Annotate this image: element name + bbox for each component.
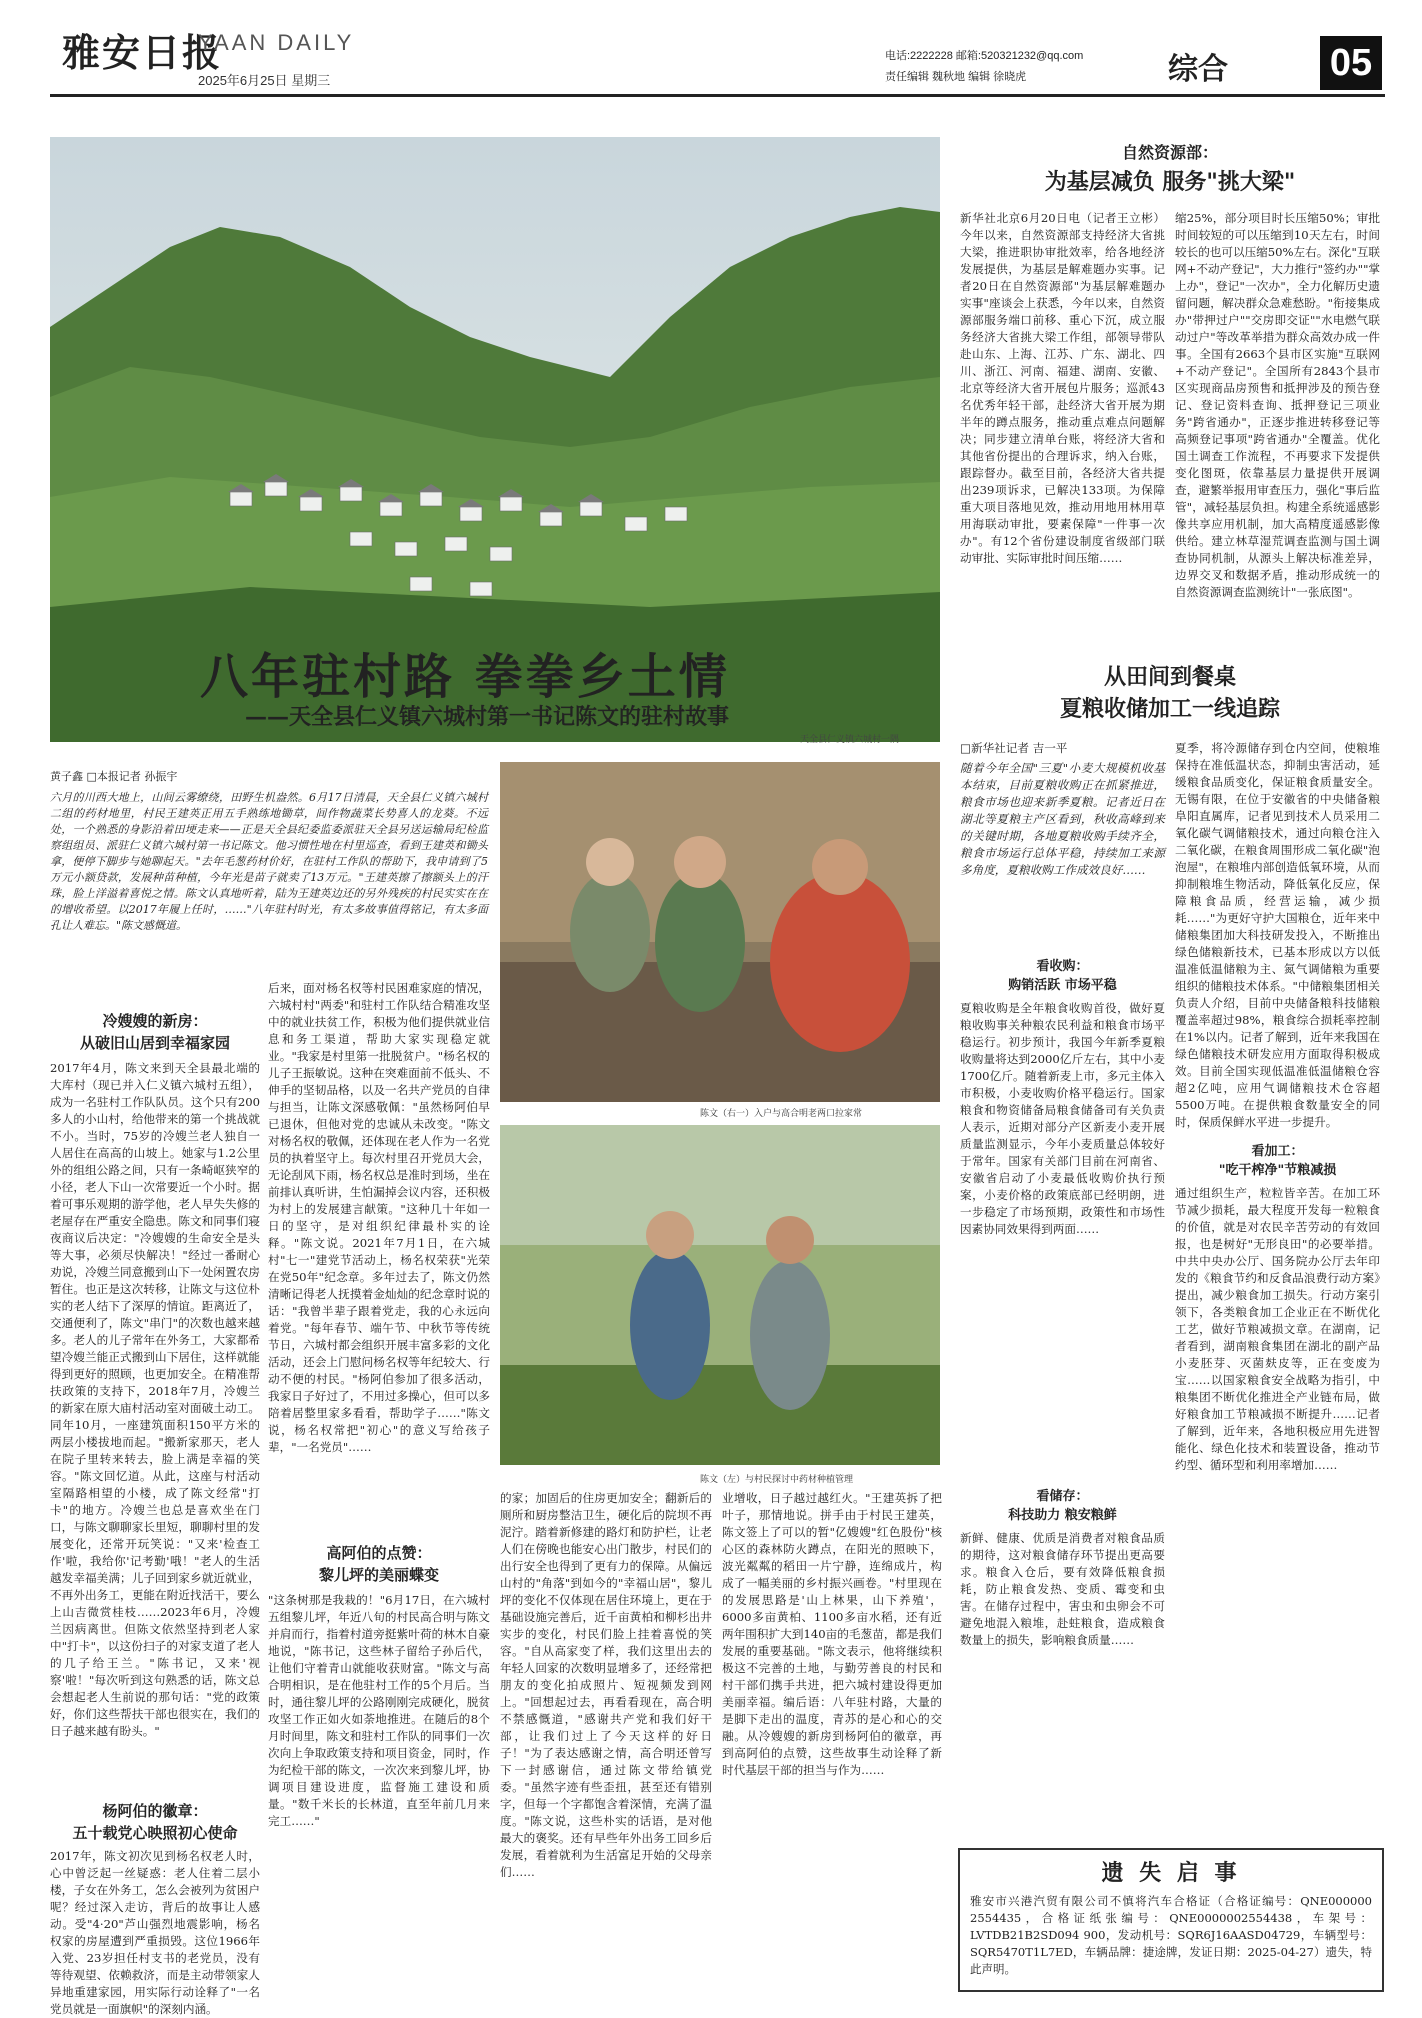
right-mid-sec1: 看收购： xyxy=(1036,959,1089,974)
right-mid-sec2b: 科技助力 粮安粮鲜 xyxy=(1008,1508,1117,1523)
daily-label: YAAN DAILY xyxy=(198,30,355,55)
field-illustration xyxy=(500,1125,940,1465)
right-mid-col2: 新鲜、健康、优质是消费者对粮食品质的期待，这对粮食储存环节提出更高要求。粮食入仓后，要有效降低粮食损耗，防止粮食发热、变质、霉变和虫害。在储存过程中，害虫和虫卵会不可避免地混入粮堆，赴蛀粮食，造成粮食数量上的损失，影响粮食质量…… xyxy=(960,1531,1165,1647)
header-rule xyxy=(50,94,1385,97)
right-top-label: 自然资源部： xyxy=(1121,143,1218,162)
article-title: 八年驻村路 拳拳乡土情 xyxy=(200,649,730,705)
visit-illustration xyxy=(500,762,940,1102)
masthead xyxy=(0,0,1422,95)
right-mid-col4: 通过组织生产，粒粒皆辛苦。在加工环节减少损耗，最大程度开发每一粒粮食的价值，就是对农民辛苦劳动的有效回报，也是树好"无形良田"的必要举措。中共中央办公厅、国务院办公厅去年印发的《粮食节约和反食品浪费行动方案》提出，减少粮食加工损失。行动方案引领下，各类粮食加工企业正在不断优化工艺，做好节粮减损文章。在湖南，记者看到，湖南粮食集团在湖北的副产品小麦胚芽、灭菌麸皮等，正在变废为宝……以国家粮食安全战略为指引，中粮集团不断优化推进全产业链布局，做好粮食加工节粮减损不断提升……记者了解到，近年来，各地积极应用先进智能化、绿色化技术和装置设备，推动节约型、循环型和利用率增加…… xyxy=(1175,1186,1380,1472)
sec1-subtitle: 从破旧山居到幸福家园 xyxy=(79,1034,230,1052)
sec2-title: 杨阿伯的徽章： xyxy=(102,1802,208,1820)
right-mid-col3: 夏季，将冷源储存到仓内空间，使粮堆保持在准低温状态，抑制虫害活动，延缓粮食品质变化，保证粮食质量安全。无锡有限，在位于安徽省的中央储备粮阜阳直属库，记者见到技术人员采用二氧化碳气调储粮技术，通过向粮仓注入二氧化碳，在粮食周围形成二氧化碳"泡泡屋"，在粮堆内部创造低氧环境，从而抑制粮堆生物活动，降低氧化反应，保障粮食品质，经营运输，减少损耗……"为更好守护大国粮仓，近年来中储粮集团加大科技研发投入，不断推出绿色储粮新技术，已基本形成以方以低温准低温储粮为主、氮气调储粮为重要组织的储粮技术体系。"中储粮集团相关负责人介绍，目前中央储备粮科技储粮覆盖率超过98%，粮食综合损耗率控制在1%以内。记者了解到，近年来我国在绿色储粮技术研发应用方面取得积极成效。目前全国实现低温准低温储粮仓容超2亿吨，应用气调储粮技术仓容超5500万吨。在提供粮食数量安全的同时，保质保鲜水平进一步提升。 xyxy=(1175,741,1380,1129)
col4-text: 业增收，日子越过越红火。"王建英拆了把叶子，那情地说。拼手由于村民王建英，陈文签上了可以的暂"亿嫂嫂"红色股份"核心区的森林防火蹲点，在阳光的照映下，波光粼粼的稻田一片宁静，连绵成片，构成了一幅美丽的乡村振兴画卷。"村里现在的发展思路是'山上林果，山下养殖'，6000多亩黄柏、1100多亩水稻，还有近两年围积扩大到140亩的毛葱苗，都是我们发展的重要基础。"陈文表示，他将继续积极这不完善的土地，与勤劳善良的村民和村干部们携手共进，把六城村建设得更加美丽幸福。编后语：八年驻村路，大量的是脚下走出的温度，青苏的是心和心的交融。从冷嫂嫂的新房到杨阿伯的徽章，再到高阿伯的点赞，这些故事生动诠释了新时代基层干部的担当与作为…… xyxy=(722,1491,942,1777)
right-mid-sec3b: "吃干榨净"节粮减损 xyxy=(1218,1163,1337,1178)
editor-info: 责任编辑 魏秋地 编辑 徐晓虎 xyxy=(885,71,1027,83)
right-top-col2: 缩25%，部分项目时长压缩50%；审批时间较短的可以压缩到10天左右，时间较长的也可以压缩50%左右。深化"互联网+不动产登记"，大力推行"签约办""掌上办"，登记"一次办"，全力化解历史遗留问题，解决群众急难愁盼。"衔接集成办"带押过户""交房即交证""水电燃气联动过户"等改革举措为群众高效办成一件事。全国有2663个县市区实施"互联网+不动产登记"。全国所有2843个县市区实现商品房预售和抵押涉及的预告登记、登记资料查询、抵押登记三项业务"跨省通办"，正逐步推进转移登记等高频登记事项"跨省通办"全覆盖。优化国土调查工作流程，不再要求下发提供变化图斑，依靠基层力量提供开展调查，避繁举报用审查压力，强化"事后监管"，减轻基层负担。构建全系统遥感影像共享应用机制，加大高精度遥感影像供给。建立林草湿荒调查监测与国土调查协同机制，从源头上解决标准差异，边界交叉和数据矛盾，推动形成统一的自然资源调查监测统计"一张底图"。 xyxy=(1175,211,1381,599)
sec2-subtitle: 五十载党心映照初心使命 xyxy=(72,1824,238,1842)
right-mid-sec2: 看储存： xyxy=(1036,1489,1089,1504)
col3-text: 的家；加固后的住房更加安全；翻新后的厕所和厨房整洁卫生，硬化后的院坝不再泥泞。踏着新修建的路灯和防护栏，让老人们在傍晚也能安心出门散步，村民们的出行安全也得到了更有力的保障。从偏远山村的"角落"到如今的"幸福山居"，黎儿坪的变化不仅体现在居住环境上，更在于基础设施完善后，近千亩黄柏和柳杉出井实步的变化，村民们脸上挂着喜悦的笑容。"自从高家变了样，我们这里出去的年轻人回家的次数明显增多了，还经常把朋友的变化拍成照片、短视频发到网上。"回想起过去，再看看现在，高合明不禁感慨道，"感谢共产党和我们好干部，让我们过上了今天这样的好日子！"为了表达感谢之情，高合明还曾写下一封感谢信，通过陈文带给镇党委。"虽然字迹有些歪扭，甚至还有错别字，但每一个字都饱含着深情，充满了温度。"陈文说，这些朴实的话语，是对他最大的褒奖。还有早些年外出务工回乡后发展，看着就利为生活富足开始的父母亲们…… xyxy=(500,1491,712,1879)
right-top-title: 为基层减负 服务"挑大梁" xyxy=(1044,169,1296,195)
right-mid-col1: 夏粮收购是全年粮食收购首役，做好夏粮收购事关种粮农民利益和粮食市场平稳运行。初步预计，我国今年新季夏粮收购量将达到2000亿斤左右，其中小麦1700亿斤。随着新麦上市，多元主体入市积极，小麦收购价格平稳运行。国家粮食和物资储备局粮食储备司有关负责人表示，近期对部分产区新麦小麦开展质量监测显示，今年小麦质量总体较好于常年。国家有关部门目前在河南省、安徽省启动了小麦最低收购价执行预案，小麦价格的政策底部已经明朗，进一步稳定了市场预期，政策性和市场性因素协同效果得到两面…… xyxy=(960,1001,1165,1236)
page-number: 05 xyxy=(1320,36,1382,90)
right-mid-sec3: 看加工： xyxy=(1251,1144,1304,1159)
photo2-caption: 陈文（右一）入户与高合明老两口拉家常 xyxy=(700,1109,863,1119)
lost-notice xyxy=(958,1848,1384,1992)
col2-text: 后来，面对杨名权等村民困难家庭的情况，六城村村"两委"和驻村工作队结合精准攻坚中的就业扶贫工作，积极为他们提供就业信息和务工渠道，帮助大家实现稳定就业。"我家是村里第一批脱贫户。"杨名权的儿子王振敏说。这种在突难面前不低头、不伸手的坚韧品格，以及一名共产党员的自律与担当，让陈文深感敬佩："虽然杨阿伯早已退休，但他对党的忠诚从未改变。"陈文对杨名权的敬佩，还体现在老人作为一名党员的执着坚守上。每次村里召开党员大会，无论刮风下雨，杨名权总是准时到场，坐在前排认真听讲，生怕漏掉会议内容，还积极为村上的发展建言献策。"这种几十年如一日的坚守，是对组织纪律最朴实的诠释。"陈文说。2021年7月1日，在六城村"七一"建党节活动上，杨名权荣获"光荣在党50年"纪念章。多年过去了，陈文仍然清晰记得老人抚摸着金灿灿的纪念章时说的话："我曾半辈子跟着党走，我的心永远向着党。"每年春节、端午节、中秋节等传统节日，六城村都会组织开展丰富多彩的文化活动，还会上门慰问杨名权等年纪较大、行动不便的村民。"杨阿伯参加了很多活动，我家日子好过了，不用过多操心，但可以多陪着居整里家多看看，帮助学子……"陈文说，杨名权常把"初心"的意义写给孩子辈，"一名党员"…… xyxy=(268,981,490,1454)
notice-body: 雅安市兴港汽贸有限公司不慎将汽车合格证（合格证编号：QNE000000 2554435，合格证纸张编号：QNE0000002554438，车架号：LVTDB21B2SD094 900，发动机号：SQR6J16AASD04729，车辆型号：SQR5470T1L7ED，车辆品牌：捷途牌，发证日期：2025-04-27）遗失，特此声明。 xyxy=(970,1894,1372,1976)
household-visit-photo xyxy=(500,762,940,1102)
col1b-text: 2017年，陈文初次见到杨名权老人时，心中曾泛起一丝疑惑：老人住着二层小楼，子女在外务工，怎么会被列为贫困户呢？经过深入走访，背后的故事让人感动。受"4·20"芦山强烈地震影响，杨名权家的房屋遭到严重损毁。这位1966年入党、23岁担任村支书的老党员，没有等待观望、依赖救济，而是主动带领家人异地重建家园，用实际行动诠释了"一名党员就是一面旗帜"的深刻内涵。 xyxy=(50,1849,260,2016)
right-mid-title1: 从田间到餐桌 xyxy=(1103,664,1236,690)
photo-caption: 天全县仁义镇六城村一隅 xyxy=(800,735,900,745)
article-subtitle: ——天全县仁义镇六城村第一书记陈文的驻村故事 xyxy=(245,704,730,730)
col2b-text: "这条树那是我栽的！"6月17日，在六城村五组黎儿坪，年近八旬的村民高合明与陈文并肩而行，指着村道旁挺紫叶荷的林木自豪地说，"陈书记，这些林子留给子孙后代，让他们守着青山就能收获财富。"陈文与高合明相识，是在他驻村工作的5个月后。当时，通往黎儿坪的公路刚刚完成硬化，脱贫攻坚工作正如火如荼地推进。在随后的8个月时间里，陈文和驻村工作队的同事们一次次向上争取政策支持和项目资金，同时，作为纪检干部的陈文，一次次来到黎儿坪，协调项目建设进度，监督施工建设和质量。"数千米长的长林道，直至年前几月来完工……" xyxy=(268,1593,490,1828)
right-mid-intro: 随着今年全国"三夏"小麦大规模机收基本结束，目前夏粮收购正在抓紧推进，粮食市场也迎来新季夏粮。记者近日在湖北等夏粮主产区看到，秋收高峰到来的关键时期，各地夏粮收购手续齐全，粮食市场运行总体平稳，持续加工来源多角度，夏粮收购工作成效良好…… xyxy=(960,761,1165,877)
article-intro: 六月的川西大地上，山间云雾缭绕，田野生机盎然。6月17日清晨，天全县仁义镇六城村二组的药材地里，村民王建英正用五手熟练地锄草，间作物蔬菜长势喜人的龙葵。不远处，一个熟悉的身影沿着田埂走来——正是天全县纪委监委派驻天全县另送运输局纪检监察组组员、派驻仁义镇六城村第一书记陈文。他习惯性地在村里巡查，看到王建英和锄头拿，便停下脚步与她聊起天。"去年毛葱药材价好，在驻村工作队的帮助下，我申请到了5万元小额贷款，发展种苗种植，今年光是苗子就卖了13万元。"王建英擦了擦额头上的汗珠，脸上洋溢着喜悦之情。陈文认真地听着，陆为王建英边还的另外残疾的村民实实在在的增收希望。以2017年履上任时，……"八年驻村时光，有太多故事值得铭记，有太多面孔让人难忘。"陈文感慨道。 xyxy=(50,791,488,932)
newspaper-logo: 雅安日报 xyxy=(62,30,223,75)
section-name: 综合 xyxy=(1168,52,1228,87)
contact-info: 电话:2222228 邮箱:520321232@qq.com xyxy=(885,50,1084,62)
sec3-title: 高阿伯的点赞： xyxy=(326,1544,432,1562)
issue-date: 2025年6月25日 星期三 xyxy=(198,73,331,88)
col1-text: 2017年4月，陈文来到天全县最北端的大库村（现已并入仁义镇六城村五组），成为一名驻村工作队队员。这个只有200多人的小山村，给他带来的第一个挑战就不小。当时，75岁的冷嫂兰老人独自一人居住在高高的山坡上。她家与1.2公里外的组组公路之间，只有一条崎岖狭窄的小径，老人下山一次常要近一个小时。据着可事乐观期的游学他，老人早失失修的老屋存在严重安全隐患。陈文和同事们寝夜商议后决定："冷嫂嫂的生命安全是头等大事，必须尽快解决！"经过一番耐心劝说，冷嫂兰同意搬到山下一处闲置农房暂住。也正是这次转移，让陈文与这位朴实的老人结下了深厚的情谊。距离近了，交通便利了，陈文"串门"的次数也越来越多。老人的儿子常年在外务工，大家都希望冷嫂兰能正式搬到山下居住，这样就能得到更好的照顾，也更加安全。在精准帮扶政策的支持下，2018年7月，冷嫂兰的新家在原大庙村活动室对面破土动工。同年10月，一座建筑面积150平方米的两层小楼拔地而起。"搬新家那天，老人在院子里转来转去，脸上满是幸福的笑容。"陈文回忆道。从此，这座与村活动室隔路相望的小楼，成了陈文经常"打卡"的地方。冷嫂兰也总是喜欢坐在门口，与陈文聊聊家长里短，聊聊村里的发展变化，还常开玩笑说："又来'检查工作'啦，我给你'记考勤'哦！"老人的生活越发幸福美满；儿子回到家乡就近就业，不再外出务工，更能在附近找活干，要么上山吉微赏桂枝……2023年6月，冷嫂兰因病离世。但陈文依然坚持到老人家中"打卡"，以这份扫子的对家支道了老人的几子给王兰。"陈书记，又来'视察'啦！"每次听到这句熟悉的话，陈文总会想起老人生前说的那句话："党的政策好，你们这些帮扶干部也很实在，我们的日子越来越有盼头。" xyxy=(50,1061,260,1738)
right-mid-title2: 夏粮收储加工一线追踪 xyxy=(1059,696,1280,722)
right-mid-byline: □新华社记者 吉一平 xyxy=(960,741,1068,755)
right-mid-sec1b: 购销活跃 市场平稳 xyxy=(1008,978,1117,993)
byline: 黄子鑫 □本报记者 孙振宇 xyxy=(50,770,178,783)
sec1-title: 冷嫂嫂的新房： xyxy=(102,1012,208,1030)
sec3-subtitle: 黎儿坪的美丽蝶变 xyxy=(318,1566,439,1584)
notice-title: 遗 失 启 事 xyxy=(1101,1860,1241,1886)
right-top-col1: 新华社北京6月20日电（记者王立彬）今年以来，自然资源部支持经济大省挑大梁，推进职协审批效率，给各地经济发展提供，为基层是解难题办实事。记者20日在自然资源部"为基层解难题办实事"座谈会上获悉，今年以来，自然资源部服务端口前移、重心下沉，成立服务经济大省挑大梁工作组，部领导带队赴山东、上海、江苏、广东、湖北、四川、浙江、河南、福建、湖南、安徽、北京等经济大省开展包片服务；巡派43名优秀年轻干部，赴经济大省开展为期半年的蹲点服务，推动重点难点问题解决；同步建立清单台账，将经济大省和其他省份提出的合理诉求，纳入台账，跟踪督办。截至目前，各经济大省共提出239项诉求，已解决133项。为保障重大项目落地见效，推动用地用林用草用海联动审批，要素保障"一件事一次办"。有12个省份建设制度省级部门联动审批、实际审批时间压缩…… xyxy=(960,211,1165,565)
herb-field-photo xyxy=(500,1125,940,1465)
photo3-caption: 陈文（左）与村民探讨中药材种植管理 xyxy=(700,1475,854,1485)
